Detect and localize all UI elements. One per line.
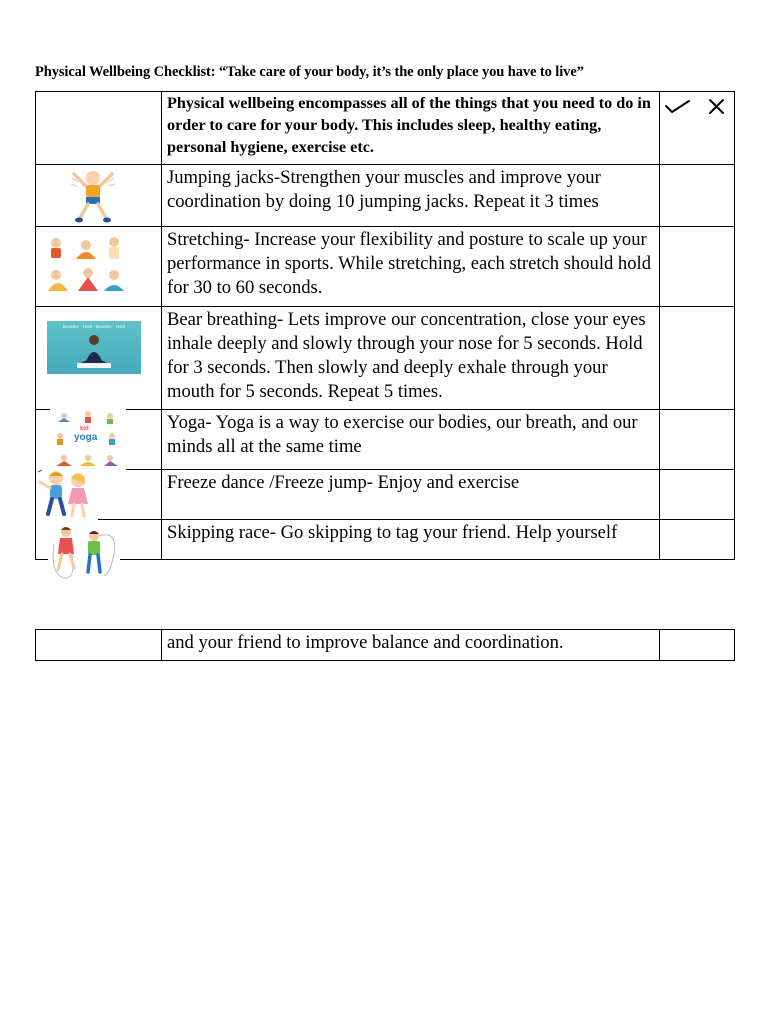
empty-image-cell: [36, 92, 162, 165]
activity-text: Bear breathing- Lets improve our concentration, close your eyes inhale deeply and slowly through your nose for 5 seconds. Hold for 3 seconds. Then slowly and deeply exhale through your mouth for 5 seconds. Repeat 5 times.: [162, 307, 660, 410]
mark-cell[interactable]: [660, 227, 735, 307]
cross-icon: [710, 100, 723, 113]
checkmark-icon: [666, 101, 689, 112]
mark-cell[interactable]: [660, 520, 735, 560]
stretching-kids-illustration: [44, 235, 126, 297]
banner-text: Breathe · Hold · Breathe · Hold: [62, 324, 126, 329]
checklist-table-continued: [35, 629, 735, 661]
image-cell: [36, 227, 162, 307]
activity-text: Skipping race- Go skipping to tag your friend. Help yourself: [162, 520, 660, 560]
empty-image-cell: [36, 630, 162, 661]
kids-yoga-illustration: [50, 406, 126, 470]
image-cell: [36, 520, 162, 560]
checklist-table: [35, 91, 735, 560]
table-row: [36, 470, 735, 520]
intro-row: [36, 92, 735, 165]
yoga-badge-word: yoga: [74, 432, 98, 443]
activity-text: Stretching- Increase your flexibility and posture to scale up your performance in sports. While stretching, each stretch should hold for 30 to 60 seconds.: [162, 227, 660, 307]
mark-cell[interactable]: [660, 410, 735, 470]
table-row: [36, 227, 735, 307]
table-row: [36, 520, 735, 560]
continuation-text: and your friend to improve balance and coordination.: [162, 630, 660, 661]
table-row: [36, 307, 735, 410]
yoga-badge-kid: kid: [80, 426, 89, 432]
image-cell: [36, 410, 162, 470]
dancing-kids-illustration: [36, 468, 98, 520]
mark-header-cell: [660, 92, 735, 165]
mark-cell[interactable]: [660, 165, 735, 227]
mark-cell[interactable]: [660, 470, 735, 520]
table-row: [36, 630, 735, 661]
activity-text: Yoga- Yoga is a way to exercise our bodies, our breath, and our minds all at the same time: [162, 410, 660, 470]
page-title: Physical Wellbeing Checklist: “Take care of your body, it’s the only place you have to live”: [35, 64, 584, 80]
skipping-rope-illustration: [48, 524, 120, 580]
image-cell: [36, 470, 162, 520]
jumping-jacks-illustration: [68, 168, 118, 224]
image-cell: [36, 165, 162, 227]
image-cell: [36, 307, 162, 410]
table-row: [36, 165, 735, 227]
mark-cell[interactable]: [660, 630, 735, 661]
activity-text: Freeze dance /Freeze jump- Enjoy and exercise: [162, 470, 660, 520]
breathing-meditation-illustration: [47, 321, 141, 374]
mark-icons: [660, 92, 734, 122]
intro-text: Physical wellbeing encompasses all of the things that you need to do in order to care for your body. This includes sleep, healthy eating, personal hygiene, exercise etc.: [162, 92, 660, 165]
mark-cell[interactable]: [660, 307, 735, 410]
table-row: [36, 410, 735, 470]
activity-text: Jumping jacks-Strengthen your muscles and improve your coordination by doing 10 jumping jacks. Repeat it 3 times: [162, 165, 660, 227]
